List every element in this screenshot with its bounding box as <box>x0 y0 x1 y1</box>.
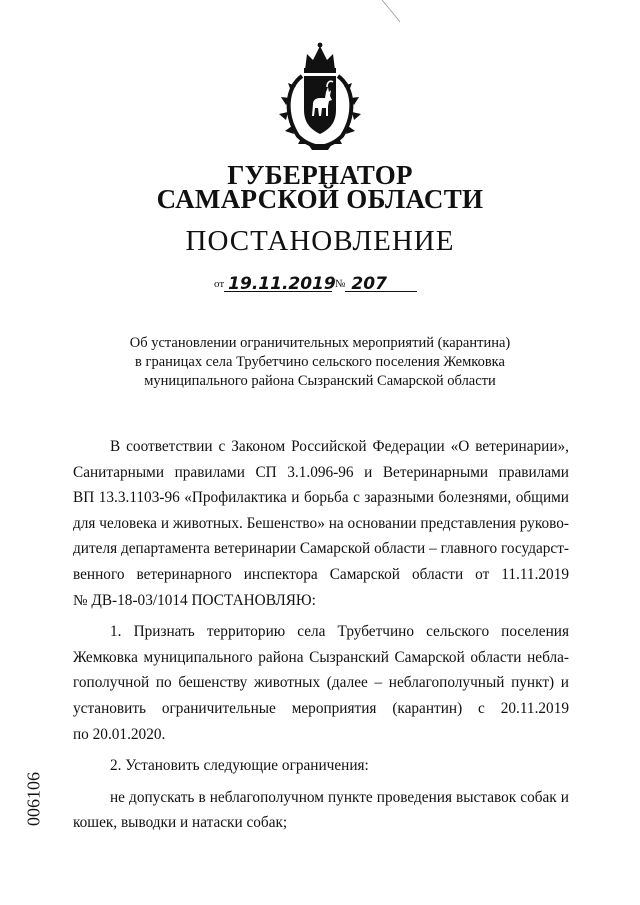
serial-number: 006106 <box>23 772 44 826</box>
authority-title-line2: САМАРСКОЙ ОБЛАСТИ <box>156 184 484 214</box>
body-line: Жемковка муниципального района Сызранский Самарской области небла- <box>73 648 569 666</box>
subject-line: в границах села Трубетчино сельского поселения Жемковка <box>135 354 505 370</box>
body-line: 1. Признать территорию села Трубетчино сельского поселения <box>110 623 569 641</box>
number-label: № <box>334 278 346 290</box>
body-line: Санитарными правилами СП 3.1.096-96 и Ветеринарными правилами <box>73 463 569 481</box>
document-type-title: ПОСТАНОВЛЕНИЕ <box>185 225 455 257</box>
body-line: ВП 13.3.1103-96 «Профилактика и борьба с заразными болезнями, общими <box>73 489 569 507</box>
scan-artifact-mark <box>380 0 410 24</box>
body-line: кошек, выводки и натаски собак; <box>73 814 288 832</box>
body-line: В соответствии с Законом Российской Федерации «О ветеринарии», <box>110 438 569 455</box>
item-2-paragraph <box>73 753 569 779</box>
date-number-line <box>214 274 417 294</box>
serial-stamp <box>22 766 46 832</box>
decree-body <box>73 434 569 836</box>
subject-line: Об установлении ограничительных мероприятий (карантина) <box>129 335 511 351</box>
body-line: № ДВ-18-03/1014 ПОСТАНОВЛЯЮ: <box>73 591 316 609</box>
preamble-paragraph <box>73 434 569 613</box>
handwritten-date: 19.11.2019 <box>224 274 332 294</box>
samara-coat-of-arms-icon <box>272 40 368 152</box>
item-2-restriction-paragraph <box>73 785 569 836</box>
body-line: венного ветеринарного инспектора Самарской области от 11.11.2019 <box>73 565 569 583</box>
body-line: 2. Установить следующие ограничения: <box>110 757 369 775</box>
body-line: установить ограничительные мероприятия (карантин) с 20.11.2019 <box>73 699 569 717</box>
body-line: гополучной по бешенству животных (далее – неблагополучный пункт) и <box>73 674 569 692</box>
body-line: для человека и животных. Бешенство» на основании представления руково- <box>73 514 569 532</box>
date-from-label: от <box>214 278 225 290</box>
item-1-paragraph <box>73 619 569 747</box>
body-line: дителя департамента ветеринарии Самарской области – главного государст- <box>73 540 569 558</box>
body-line: не допускать в неблагополучном пункте проведения выставок собак и <box>110 788 569 806</box>
handwritten-number: 207 <box>345 274 417 294</box>
body-line: по 20.01.2020. <box>73 725 166 743</box>
decree-subject <box>80 334 560 391</box>
authority-title-line1: ГУБЕРНАТОР <box>227 160 413 190</box>
subject-line: муниципального района Сызранский Самарской области <box>144 373 496 389</box>
